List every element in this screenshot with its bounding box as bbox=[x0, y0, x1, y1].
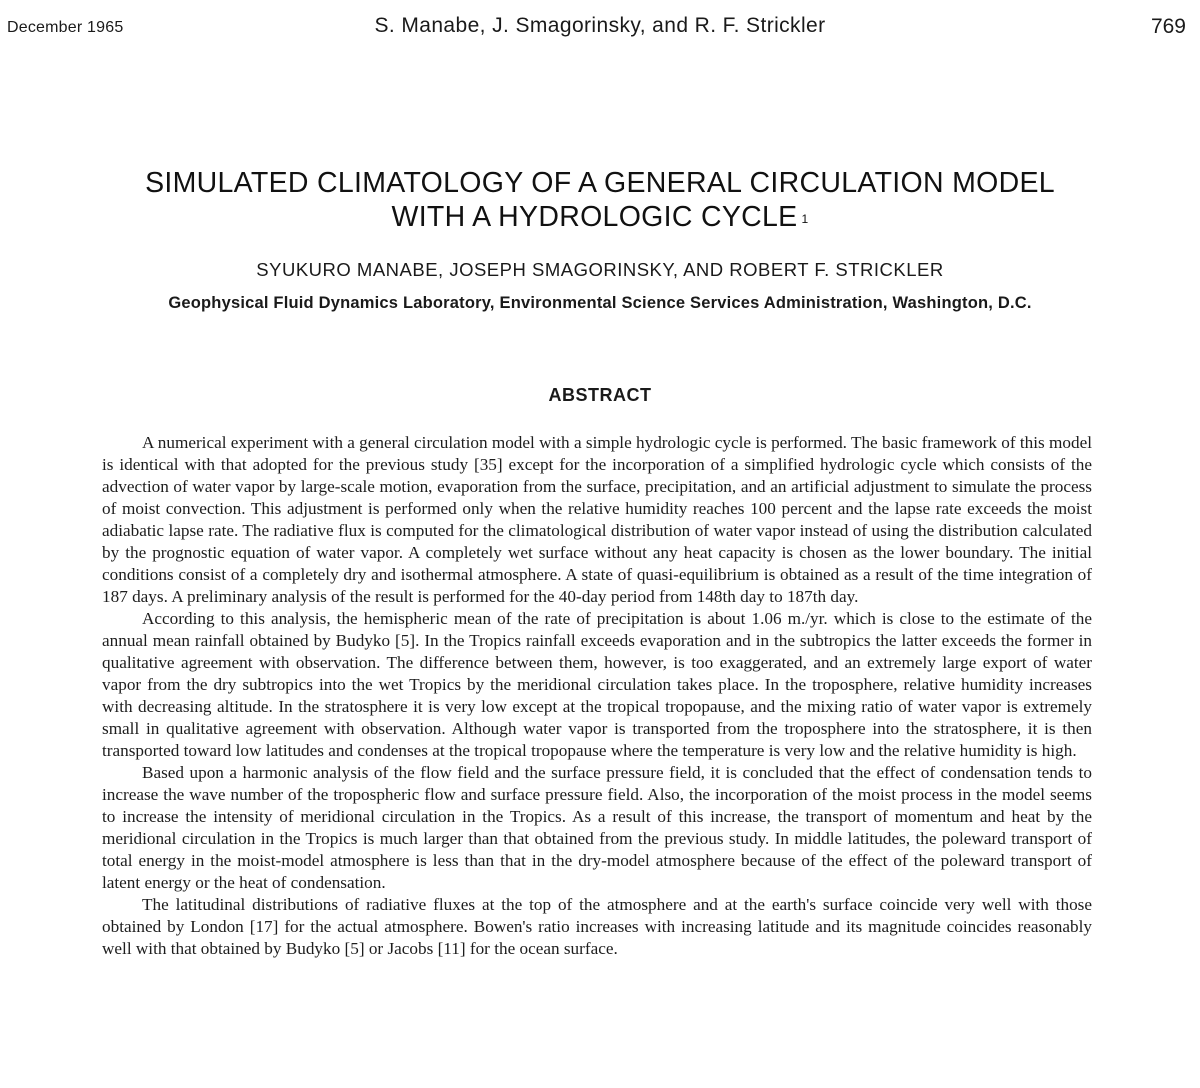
running-head-authors: S. Manabe, J. Smagorinsky, and R. F. Strickler bbox=[374, 14, 826, 37]
abstract-paragraph-3: Based upon a harmonic analysis of the flow field and the surface pressure field, it is concluded that the effect of condensation tends to increase the wave number of the tropospheric flow and surface pressure field. Also, the incorporation of the moist process in the model seems to increase the intensity of meridional circulation in the Tropics. As a result of this increase, the transport of momentum and heat by the meridional circulation in the Tropics is much larger than that obtained from the previous study. In middle latitudes, the poleward transport of total energy in the moist-model atmosphere is less than that in the dry-model atmosphere because of the effect of the poleward transport of latent energy or the heat of condensation. bbox=[102, 763, 1092, 892]
abstract-paragraph-1: A numerical experiment with a general circulation model with a simple hydrologic cycle is performed. The basic framework of this model is identical with that adopted for the previous study [35] except for the incorporation of a simplified hydrologic cycle which consists of the advection of water vapor by large-scale motion, evaporation from the surface, precipitation, and an artificial adjustment to simulate the process of moist convection. This adjustment is performed only when the relative humidity reaches 100 percent and the lapse rate exceeds the moist adiabatic lapse rate. The radiative flux is computed for the climatological distribution of water vapor instead of using the distribution calculated by the prognostic equation of water vapor. A completely wet surface without any heat capacity is chosen as the lower boundary. The initial conditions consist of a completely dry and isothermal atmosphere. A state of quasi-equilibrium is obtained as a result of the time integration of 187 days. A preliminary analysis of the result is performed for the 40-day period from 148th day to 187th day. bbox=[102, 433, 1092, 606]
affiliation: Geophysical Fluid Dynamics Laboratory, Environmental Science Services Administration, Washington, D.C. bbox=[168, 294, 1032, 312]
abstract-body bbox=[102, 432, 1092, 960]
abstract-heading: ABSTRACT bbox=[548, 385, 652, 405]
author-list: SYUKURO MANABE, JOSEPH SMAGORINSKY, AND ROBERT F. STRICKLER bbox=[256, 259, 944, 280]
paper-title bbox=[0, 166, 1200, 234]
issue-date: December 1965 bbox=[7, 19, 124, 36]
title-footnote-mark: 1 bbox=[801, 212, 809, 226]
page-number: 769 bbox=[1150, 15, 1186, 38]
title-line-2-text: WITH A HYDROLOGIC CYCLE bbox=[391, 201, 798, 233]
title-line-2 bbox=[0, 200, 1200, 234]
running-head bbox=[0, 14, 1200, 44]
abstract-paragraph-2: According to this analysis, the hemispheric mean of the rate of precipitation is about 1.06 m./yr. which is close to the estimate of the annual mean rainfall obtained by Budyko [5]. In the Tropics rainfall exceeds evaporation and in the subtropics the latter exceeds the former in qualitative agreement with observation. The difference between them, however, is too exaggerated, and an extremely large export of water vapor from the dry subtropics into the wet Tropics by the meridional circulation takes place. In the troposphere, relative humidity increases with decreasing altitude. In the stratosphere it is very low except at the tropical tropopause, and the mixing ratio of water vapor is extremely small in qualitative agreement with observation. Although water vapor is transported from the troposphere into the stratosphere, it is then transported toward low latitudes and condenses at the tropical tropopause where the temperature is very low and the relative humidity is high. bbox=[102, 609, 1092, 760]
title-line-1: SIMULATED CLIMATOLOGY OF A GENERAL CIRCULATION MODEL bbox=[145, 167, 1055, 199]
abstract-paragraph-4: The latitudinal distributions of radiative fluxes at the top of the atmosphere and at the earth's surface coincide very well with those obtained by London [17] for the actual atmosphere. Bowen's ratio increases with increasing latitude and its magnitude coincides reasonably well with that obtained by Budyko [5] or Jacobs [11] for the ocean surface. bbox=[102, 895, 1092, 958]
